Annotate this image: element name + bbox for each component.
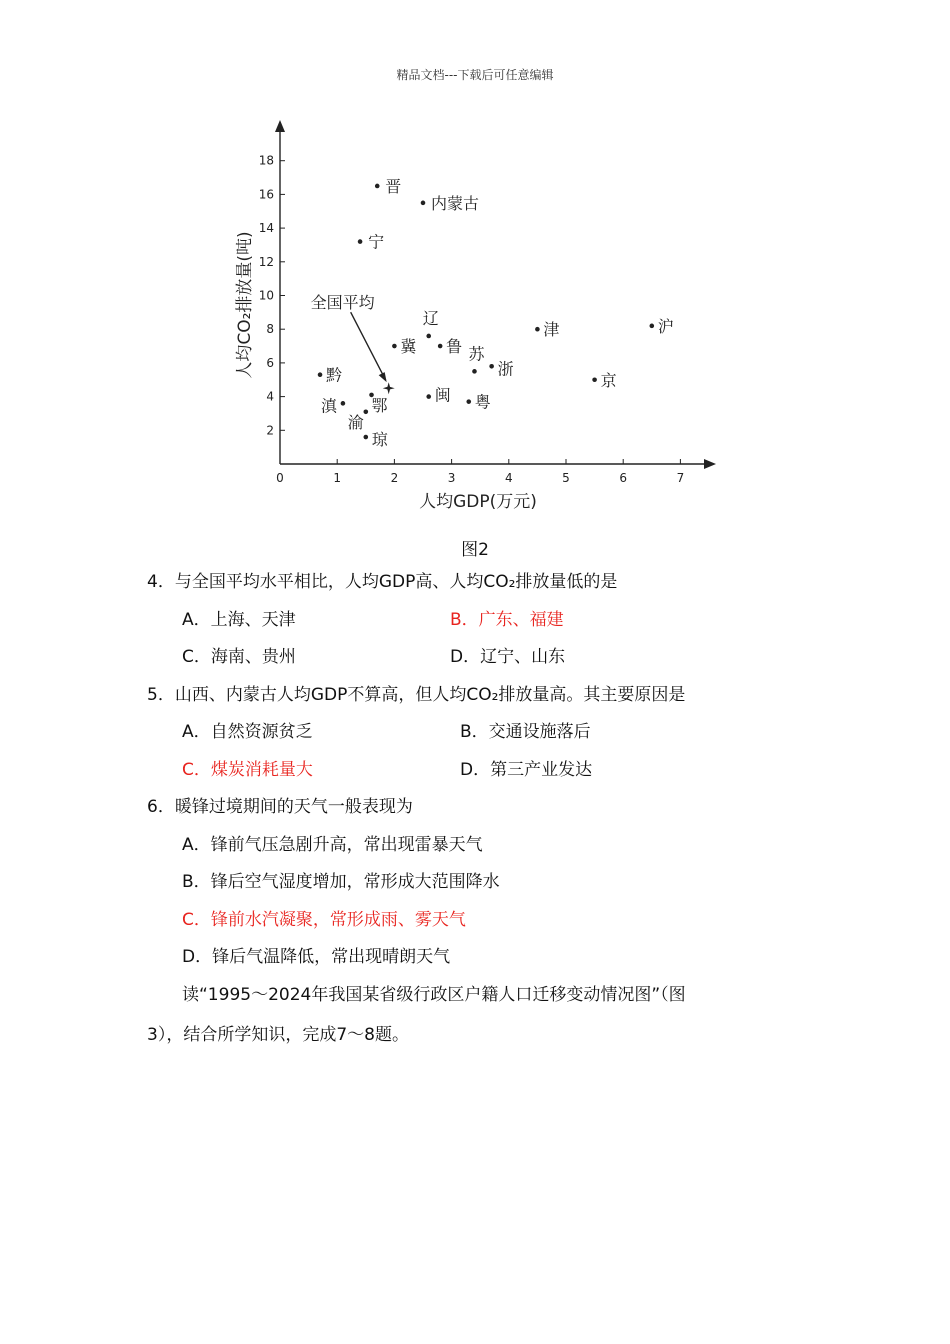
x-tick-label: 5 — [562, 471, 570, 485]
q5-option-d: D．第三产业发达 — [460, 760, 593, 780]
y-tick-label: 18 — [258, 153, 274, 168]
point-label: 晋 — [385, 176, 402, 196]
data-point — [535, 327, 540, 332]
q4-option-c: C．海南、贵州 — [182, 647, 296, 667]
point-label: 粤 — [474, 392, 491, 412]
point-label: 滇 — [320, 396, 337, 416]
intro-line-2: 3），结合所学知识，完成7～8题。 — [147, 1025, 409, 1045]
data-point — [472, 369, 477, 374]
data-point — [650, 324, 655, 329]
data-point — [426, 334, 431, 339]
data-point — [358, 239, 363, 244]
q5-option-a: A．自然资源贫乏 — [182, 722, 313, 742]
point-label: 闽 — [434, 385, 451, 405]
point-label: 鄂 — [371, 395, 388, 415]
data-point — [592, 377, 597, 382]
point-label: 琼 — [371, 430, 388, 450]
national-average-label: 全国平均 — [310, 293, 375, 313]
y-tick-label: 16 — [258, 187, 274, 202]
q6-option-d: D．锋后气温降低，常出现晴朗天气 — [182, 947, 451, 967]
page-header: 精品文档---下载后可任意编辑 — [396, 68, 554, 82]
point-label: 辽 — [422, 308, 439, 328]
x-tick-label: 7 — [676, 471, 685, 485]
data-point — [318, 372, 323, 377]
y-tick-label: 6 — [266, 355, 274, 370]
x-tick-label: 0 — [276, 471, 284, 485]
data-point — [364, 409, 369, 414]
data-point — [421, 201, 426, 206]
point-label: 宁 — [368, 232, 385, 252]
data-point — [438, 344, 443, 349]
figure-caption: 图2 — [461, 540, 489, 560]
q4-option-b: B．广东、福建 — [450, 610, 564, 630]
point-label: 苏 — [468, 344, 485, 364]
y-axis-title: 人均CO₂排放量(吨) — [235, 231, 255, 379]
national-average-arrowhead — [379, 372, 387, 382]
y-tick-label: 10 — [258, 288, 274, 303]
x-axis-title: 人均GDP(万元) — [419, 492, 537, 512]
point-label: 津 — [543, 320, 560, 340]
point-label: 京 — [600, 370, 617, 390]
x-tick-label: 2 — [390, 471, 399, 485]
data-point — [375, 184, 380, 189]
question-4-stem: 4．与全国平均水平相比，人均GDP高、人均CO₂排放量低的是 — [147, 572, 618, 592]
y-tick-label: 14 — [258, 221, 274, 236]
q6-option-b: B．锋后空气湿度增加，常形成大范围降水 — [182, 872, 500, 892]
point-label: 沪 — [657, 316, 674, 336]
point-label: 浙 — [497, 359, 514, 379]
point-label: 黔 — [326, 365, 343, 385]
q5-option-b: B．交通设施落后 — [460, 722, 591, 742]
x-axis-arrow — [704, 459, 716, 469]
data-point — [489, 364, 494, 369]
x-tick-label: 4 — [504, 471, 513, 485]
point-label: 冀 — [400, 337, 417, 357]
y-tick-label: 4 — [266, 389, 274, 404]
data-point — [426, 394, 431, 399]
q4-option-d: D．辽宁、山东 — [450, 647, 566, 667]
intro-line-1: 读“1995～2024年我国某省级行政区户籍人口迁移变动情况图”（图 — [182, 985, 686, 1005]
data-point — [466, 399, 471, 404]
national-average-marker — [383, 382, 395, 394]
question-6-stem: 6．暖锋过境期间的天气一般表现为 — [147, 797, 413, 817]
point-label: 渝 — [347, 412, 364, 432]
scatter-chart — [228, 112, 728, 522]
question-5-stem: 5．山西、内蒙古人均GDP不算高，但人均CO₂排放量高。其主要原因是 — [147, 685, 686, 705]
y-tick-label: 2 — [266, 423, 274, 438]
data-point — [364, 435, 369, 440]
point-label: 内蒙古 — [431, 193, 480, 213]
x-tick-label: 3 — [447, 471, 456, 485]
data-point — [341, 401, 346, 406]
national-average-arrow — [351, 312, 386, 380]
q5-option-c: C．煤炭消耗量大 — [182, 760, 313, 780]
x-tick-label: 6 — [619, 471, 628, 485]
y-tick-label: 12 — [258, 254, 274, 269]
x-tick-label: 1 — [333, 471, 342, 485]
q6-option-c: C．锋前水汽凝聚，常形成雨、雾天气 — [182, 910, 466, 930]
q4-option-a: A．上海、天津 — [182, 610, 296, 630]
y-tick-label: 8 — [266, 322, 274, 337]
q6-option-a: A．锋前气压急剧升高，常出现雷暴天气 — [182, 835, 483, 855]
data-point — [392, 344, 397, 349]
y-axis-arrow — [275, 120, 285, 132]
point-label: 鲁 — [446, 337, 463, 357]
